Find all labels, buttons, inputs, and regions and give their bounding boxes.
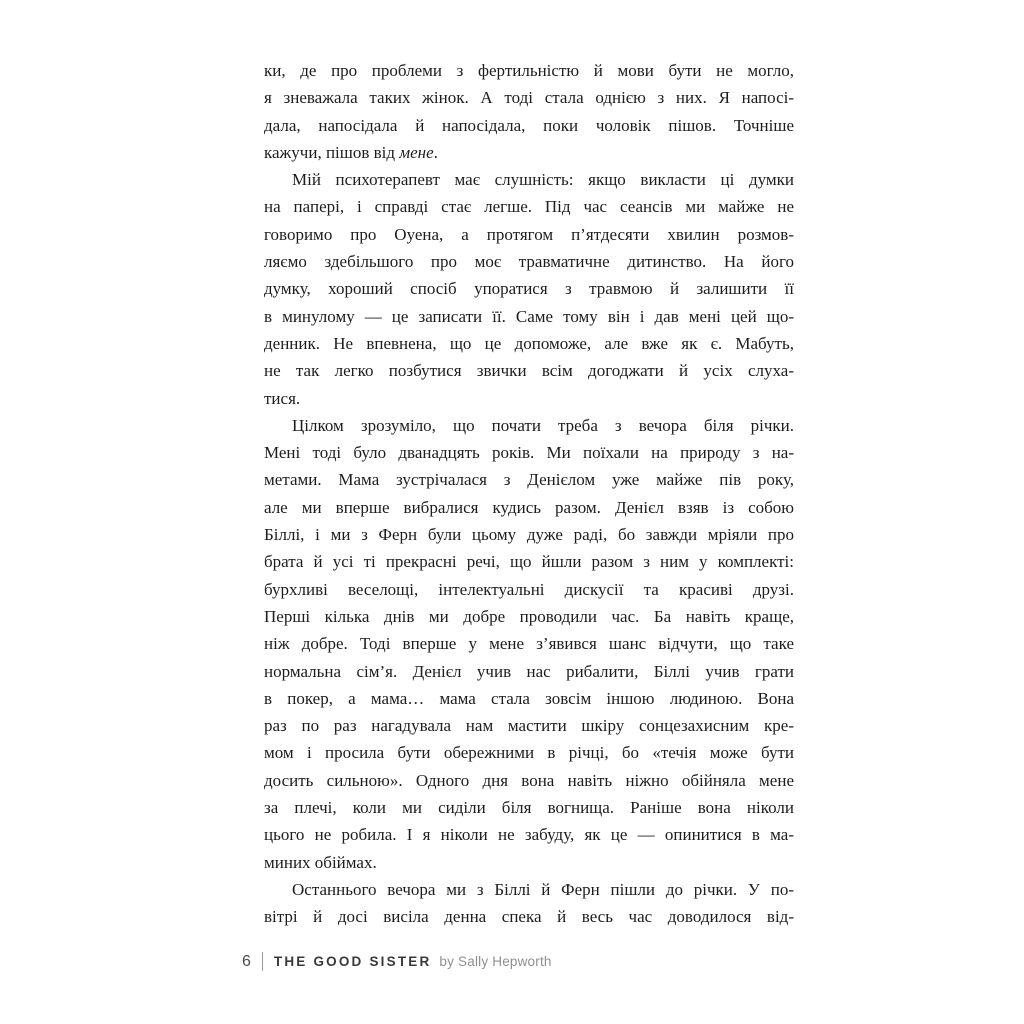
text-line	[264, 166, 794, 193]
text-segment: думку, хороший спосіб упоратися з травмою й залишити її	[264, 279, 794, 299]
text-line	[264, 767, 794, 794]
text-segment: за плечі, коли ми сиділи біля вогнища. Раніше вона ніколи	[264, 798, 794, 818]
page-number: 6	[242, 952, 251, 970]
text-line	[264, 494, 794, 521]
text-segment: говоримо про Оуена, а протягом п’ятдесяти хвилин розмов-	[264, 224, 794, 244]
text-segment: Перші кілька днів ми добре проводили час. Ба навіть краще,	[264, 606, 794, 626]
text-line	[264, 303, 794, 330]
text-segment: мом і просила бути обережними в річці, бо «течія може бути	[264, 743, 794, 763]
text-line	[264, 385, 794, 412]
text-line	[264, 139, 794, 166]
text-segment: Мені тоді було дванадцять років. Ми поїхали на природу з на-	[264, 443, 794, 463]
text-line	[264, 576, 794, 603]
text-line	[264, 849, 794, 876]
text-line	[264, 221, 794, 248]
text-segment: в покер, а мама… мама стала зовсім іншою людиною. Вона	[264, 688, 794, 708]
text-line	[264, 739, 794, 766]
paragraph	[264, 166, 794, 412]
text-line	[264, 630, 794, 657]
text-line	[264, 712, 794, 739]
text-line	[264, 57, 794, 84]
text-segment: кажучи, пішов від	[264, 142, 400, 162]
text-line	[264, 193, 794, 220]
italic-text: мене	[399, 142, 434, 162]
text-line	[264, 603, 794, 630]
text-line	[264, 821, 794, 848]
footer-separator	[262, 952, 263, 971]
text-line	[264, 357, 794, 384]
text-line	[264, 903, 794, 930]
text-line	[264, 685, 794, 712]
text-line	[264, 466, 794, 493]
text-column	[264, 57, 794, 931]
text-line	[264, 84, 794, 111]
text-line	[264, 521, 794, 548]
text-segment: не так легко позбутися звички всім догоджати й усіх слуха-	[264, 361, 794, 381]
page-footer	[242, 952, 552, 971]
text-segment: на папері, і справді стає легше. Під час сеансів ми майже не	[264, 197, 794, 217]
text-segment: Останнього вечора ми з Біллі й Ферн пішли до річки. У по-	[292, 879, 794, 899]
text-segment: ки, де про проблеми з фертильністю й мови бути не могло,	[264, 61, 794, 80]
text-segment: ніж добре. Тоді вперше у мене з’явився шанс відчути, що таке	[264, 634, 794, 654]
text-line	[264, 548, 794, 575]
text-segment: метами. Мама зустрічалася з Денієлом уже майже пів року,	[264, 470, 794, 490]
paragraph	[264, 876, 794, 931]
text-line	[264, 248, 794, 275]
text-segment: денник. Не впевнена, що це допоможе, але вже як є. Мабуть,	[264, 333, 794, 353]
text-line	[264, 876, 794, 903]
text-segment: ляємо здебільшого про моє травматичне дитинство. На його	[264, 252, 794, 272]
text-line	[264, 412, 794, 439]
text-segment: дала, напосідала й напосідала, поки чоловік пішов. Точніше	[264, 115, 794, 135]
text-line	[264, 112, 794, 139]
text-line	[264, 658, 794, 685]
text-segment: миних обіймах.	[264, 852, 377, 872]
text-line	[264, 794, 794, 821]
text-segment: вітрі й досі висіла денна спека й весь час доводилося від-	[264, 907, 794, 927]
text-line	[264, 330, 794, 357]
text-segment: бурхливі веселощі, інтелектуальні дискусії та красиві друзі.	[264, 579, 794, 599]
text-segment: нормальна сім’я. Денієл учив нас рибалити, Біллі учив грати	[264, 661, 794, 681]
text-segment: але ми вперше вибралися кудись разом. Денієл взяв із собою	[264, 497, 794, 517]
text-segment: в минулому — це записати її. Саме тому він і дав мені цей що-	[264, 306, 794, 326]
paragraph	[264, 57, 794, 166]
text-line	[264, 439, 794, 466]
author-byline: by Sally Hepworth	[439, 954, 552, 969]
text-segment: тися.	[264, 388, 301, 408]
text-segment: Біллі, і ми з Ферн були цьому дуже раді, бо завжди мріяли про	[264, 525, 794, 545]
text-segment: Цілком зрозуміло, що почати треба з вечора біля річки.	[292, 415, 794, 435]
text-segment: цього не робила. І я ніколи не забуду, як це — опинитися в ма-	[264, 825, 794, 845]
text-segment: .	[433, 142, 438, 162]
text-segment: я зневажала таких жінок. А тоді стала однією з них. Я напосі-	[264, 88, 794, 108]
paragraph	[264, 412, 794, 876]
text-segment: раз по раз нагадувала нам мастити шкіру сонцезахисним кре-	[264, 716, 794, 736]
text-segment: брата й усі ті прекрасні речі, що йшли разом з ним у комплекті:	[264, 552, 794, 572]
text-segment: досить сильною». Одного дня вона навіть ніжно обійняла мене	[264, 770, 794, 790]
text-line	[264, 275, 794, 302]
book-title: THE GOOD SISTER	[273, 954, 432, 969]
text-segment: Мій психотерапевт має слушність: якщо викласти ці думки	[292, 170, 794, 190]
